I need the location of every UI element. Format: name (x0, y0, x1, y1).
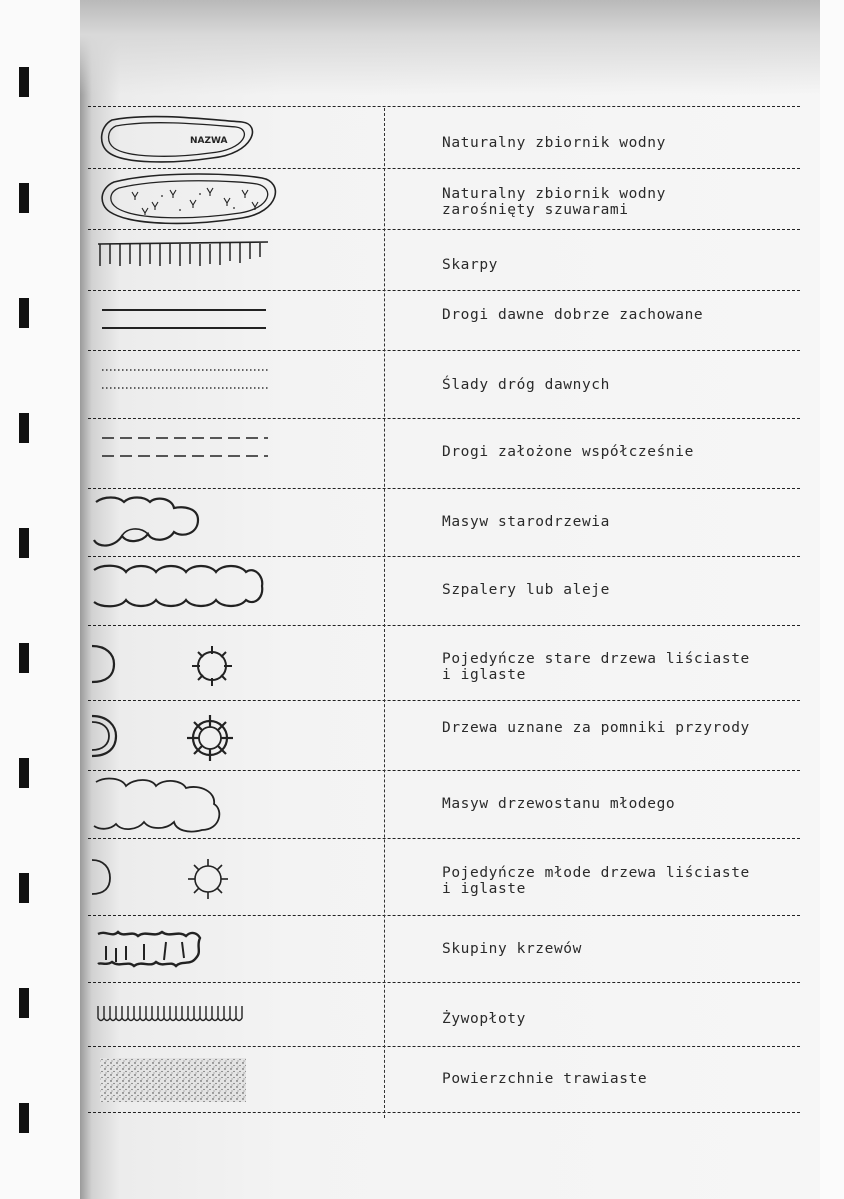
column-divider (384, 108, 385, 1118)
old-road-preserved-icon (92, 304, 382, 334)
legend-label: Skarpy (442, 257, 498, 273)
legend-label: Drogi założone współcześnie (442, 444, 694, 460)
old-forest-mass-icon (92, 494, 382, 552)
grass-surface-icon (92, 1056, 382, 1106)
punch-hole-mark (19, 413, 29, 443)
table-divider (88, 418, 800, 419)
old-single-trees-icon (92, 640, 382, 690)
young-forest-mass-icon (92, 774, 382, 836)
young-single-trees-icon (92, 854, 382, 904)
legend-label: Masyw starodrzewia (442, 514, 610, 530)
table-divider (88, 488, 800, 489)
punch-hole-mark (19, 298, 29, 328)
legend-label: Powierzchnie trawiaste (442, 1071, 648, 1087)
legend-label: Drogi dawne dobrze zachowane (442, 307, 704, 323)
hedge-icon (92, 998, 382, 1028)
legend-label: Pojedyńcze młode drzewa liściaste i iglaste (442, 865, 750, 897)
table-divider (88, 556, 800, 557)
punch-hole-mark (19, 528, 29, 558)
legend-label: Skupiny krzewów (442, 941, 582, 957)
punch-hole-mark (19, 643, 29, 673)
escarpment-icon (92, 236, 382, 272)
table-divider (88, 106, 800, 107)
punch-hole-mark (19, 1103, 29, 1133)
legend-label: Naturalny zbiornik wodny (442, 135, 666, 151)
table-divider (88, 982, 800, 983)
page-shadow (80, 0, 820, 95)
punch-hole-mark (19, 758, 29, 788)
legend-label: Naturalny zbiornik wodny zarośnięty szuwarami (442, 186, 666, 218)
table-divider (88, 290, 800, 291)
natural-monument-tree-icon (92, 712, 382, 764)
table-divider (88, 229, 800, 230)
punch-hole-mark (19, 988, 29, 1018)
table-divider (88, 770, 800, 771)
tree-alley-icon (92, 562, 382, 612)
table-divider (88, 1112, 800, 1113)
reeds-water-body-icon (92, 172, 382, 228)
table-divider (88, 350, 800, 351)
table-divider (88, 1046, 800, 1047)
legend-label: Żywopłoty (442, 1011, 526, 1027)
shrub-group-icon (92, 926, 382, 970)
old-road-traces-icon (92, 364, 382, 394)
table-divider (88, 625, 800, 626)
table-divider (88, 915, 800, 916)
table-divider (88, 700, 800, 701)
legend-label: Drzewa uznane za pomniki przyrody (442, 720, 750, 736)
punch-hole-mark (19, 873, 29, 903)
punch-hole-mark (19, 183, 29, 213)
table-divider (88, 838, 800, 839)
legend-label: Ślady dróg dawnych (442, 377, 610, 393)
page-margin (820, 0, 844, 1199)
legend-label: Szpalery lub aleje (442, 582, 610, 598)
table-divider (88, 168, 800, 169)
svg-text:NAZWA: NAZWA (190, 136, 228, 146)
legend-label: Pojedyńcze stare drzewa liściaste i iglaste (442, 651, 750, 683)
punch-hole-mark (19, 67, 29, 97)
water-body-icon (92, 114, 382, 166)
modern-road-icon (92, 432, 382, 462)
legend-label: Masyw drzewostanu młodego (442, 796, 676, 812)
binding-strip (0, 0, 80, 1199)
